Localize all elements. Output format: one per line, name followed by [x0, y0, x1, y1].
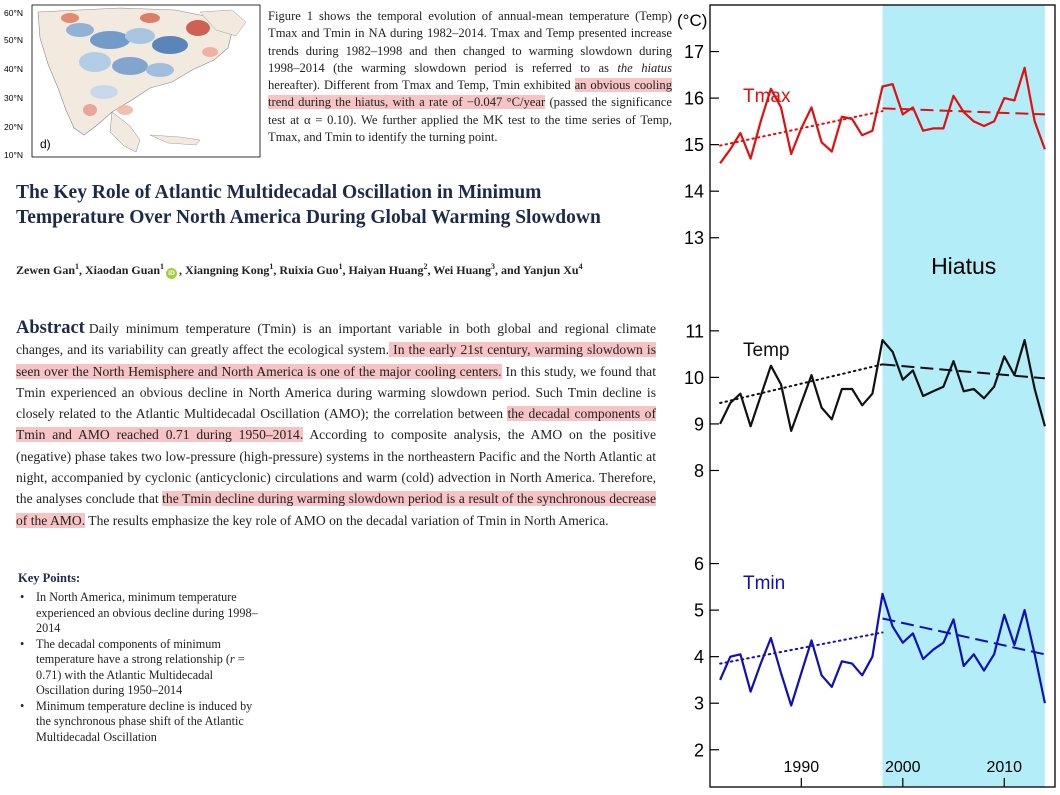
series-label-tmax: Tmax	[743, 86, 791, 107]
abstract-highlight: In the early 21st century, warming slowdown is seen over the North Hemisphere and North America is one of the major cooling centers.	[16, 342, 656, 379]
author-separator: ,	[273, 263, 280, 277]
paper-title: The Key Role of Atlantic Multidecadal Oscillation in Minimum Temperature Over North America During Global Warming Slowdown	[16, 182, 601, 228]
key-point-text: The decadal components of minimum temperature have a strong relationship (	[36, 636, 230, 666]
abstract-text: In this study, we found that Tmin experienced an obvious decline in North America during warming slowdown period. Such Tmin decline is closely related to the Atlantic Multidecadal Oscillation (AMO); the correlation between	[16, 363, 656, 422]
figure-caption	[268, 8, 672, 146]
series-label-tmin: Tmin	[743, 573, 786, 594]
trend-line-prehiatus	[720, 632, 882, 663]
y-tick-label: 15	[683, 135, 704, 156]
lat-label: 10°N	[4, 150, 23, 160]
lat-label: 40°N	[4, 64, 23, 74]
temperature-chart	[675, 0, 1060, 795]
caption-text: (passed the significance test at α = 0.10). We further applied the MK test to the time series of Temp, Tmax, and Tmin to identify the turning point.	[268, 95, 672, 145]
y-unit-label: (°C)	[677, 11, 708, 30]
map-figure	[0, 0, 262, 160]
author-name: Xiangning Kong	[185, 263, 270, 277]
key-point-item	[18, 699, 258, 746]
abstract-text: Daily minimum temperature (Tmin) is an important variable in both global and regional climate changes, and its variability can greatly affect the ecological system.	[16, 321, 656, 358]
caption-text: Figure 1 shows the temporal evolution of annual-mean temperature (Temp) Tmax and Tmin in NA during 1982–2014. Tmax and Temp presented increase trends during 1982–1998 and then changed to warming slowdown during 1998–2014 (the warming slowdown period is referred to as	[268, 9, 672, 75]
y-tick-label: 5	[693, 600, 704, 621]
series-label-temp: Temp	[743, 340, 790, 361]
author-affiliation: 3	[490, 262, 495, 271]
key-point-item	[18, 637, 258, 699]
author-affiliation: 4	[578, 262, 583, 271]
y-tick-label: 13	[683, 228, 704, 249]
y-tick-label: 14	[683, 181, 704, 202]
map-lat-labels	[4, 8, 23, 160]
caption-italic: the hiatus	[617, 60, 672, 75]
author-affiliation: 1	[75, 262, 80, 271]
y-tick-label: 10	[683, 367, 704, 388]
author-separator: ,	[79, 263, 86, 277]
y-tick-label: 16	[683, 88, 704, 109]
abstract-heading: Abstract	[16, 318, 85, 338]
y-tick-label: 8	[693, 460, 704, 481]
hiatus-label: Hiatus	[931, 253, 997, 279]
author-affiliation: 1	[338, 262, 343, 271]
lat-label: 50°N	[4, 35, 23, 45]
y-tick-label: 17	[683, 42, 704, 63]
author-affiliation: 1	[160, 262, 165, 271]
key-point-text: = 0.71) with the Atlantic Multidecadal Oscillation during 1950–2014	[36, 652, 245, 697]
map-panel-label: d)	[40, 137, 51, 151]
key-point-item	[18, 590, 258, 637]
y-tick-label: 3	[693, 693, 704, 714]
y-tick-label: 2	[693, 740, 704, 761]
author-separator: ,	[342, 263, 349, 277]
x-tick-label: 1990	[783, 759, 820, 776]
y-tick-label: 11	[685, 321, 704, 342]
x-tick-label: 2000	[884, 759, 921, 776]
caption-highlight: an obvious cooling trend during the hiatus, with a rate of −0.047 °C/year	[268, 78, 672, 110]
orcid-icon[interactable]: iD	[166, 268, 177, 279]
y-tick-label: 6	[693, 554, 704, 575]
author-separator: ,	[179, 263, 186, 277]
author-separator: ,	[427, 263, 434, 277]
author-separator: , and	[494, 263, 523, 277]
author-name: Wei Huang	[433, 263, 491, 277]
key-points-list	[18, 590, 258, 745]
author-name: Haiyan Huang	[348, 263, 424, 277]
abstract-highlight: the decadal components of Tmin and AMO reached 0.71 during 1950–2014.	[16, 406, 656, 443]
author-name: Ruixia Guo	[279, 263, 339, 277]
key-point-text: Minimum temperature decline is induced by the synchronous phase shift of the Atlantic Multidecadal Oscillation	[36, 698, 253, 744]
x-tick-label: 2010	[986, 759, 1023, 776]
key-point-text: In North America, minimum temperature experienced an obvious decline during 1998–2014	[36, 590, 258, 635]
author-name: Xiaodan Guan	[85, 263, 161, 277]
abstract-text: According to composite analysis, the AMO on the positive (negative) phase takes two low‐pressure (high‐pressure) systems in the northeastern Pacific and the North Atlantic at night, accompanied by cyclonic (anticyclonic) circulations and warm (cold) advection in North America. Therefore, the analyses conclude that	[16, 427, 657, 507]
caption-text: hereafter). Different from Tmax and Temp, Tmin exhibited	[268, 78, 575, 93]
hiatus-shading	[883, 5, 1045, 787]
author-name: Zewen Gan	[16, 263, 76, 277]
author-name: Yanjun Xu	[522, 263, 579, 277]
author-list	[16, 258, 616, 279]
key-point-variable: r	[229, 652, 235, 666]
abstract-text: The results emphasize the key role of AMO on the decadal variation of Tmin in North America.	[85, 512, 609, 528]
y-tick-label: 9	[693, 414, 704, 435]
abstract-highlight: the Tmin decline during warming slowdown period is a result of the synchronous decrease of the AMO.	[16, 491, 657, 528]
abstract	[16, 318, 656, 531]
lat-label: 30°N	[4, 93, 23, 103]
author-affiliation: 2	[423, 262, 428, 271]
key-points-heading: Key Points:	[18, 571, 81, 585]
lat-label: 60°N	[4, 8, 23, 18]
y-tick-label: 4	[693, 647, 704, 668]
lat-label: 20°N	[4, 122, 23, 132]
author-affiliation: 1	[269, 262, 274, 271]
